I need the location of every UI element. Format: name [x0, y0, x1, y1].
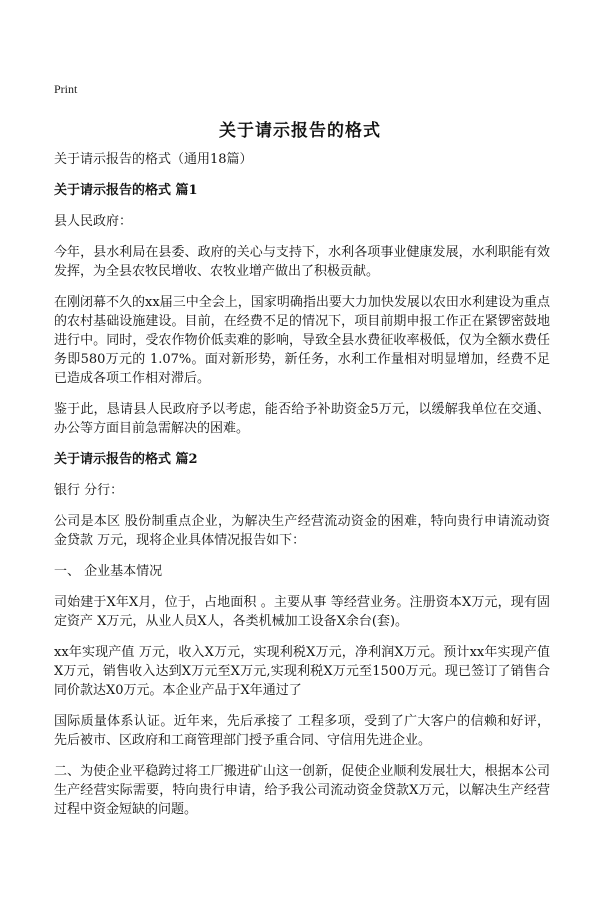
paragraph: 一、 企业基本情况: [54, 564, 163, 579]
paragraph: 公司是本区 股份制重点企业，为解决生产经营流动资金的困难，特向贵行申请流动资金贷款 万元，现将企业具体情况报告如下：: [54, 514, 550, 548]
section-heading-1: 关于请示报告的格式 篇1: [54, 183, 198, 198]
print-label: Print: [54, 82, 78, 96]
document-subtitle: 关于请示报告的格式（通用18篇）: [54, 152, 253, 167]
paragraph: 在刚闭幕不久的xx届三中全会上，国家明确指出要大力加快发展以农田水利建设为重点的农村基础设施建设。目前，在经费不足的情况下，项目前期申报工作正在紧锣密鼓地进行中。同时，受农作物价低卖难的影响，导致全县水费征收率极低，仅为全额水费任务即580万元的 1.07%。面对新形势，新任务，水利工作量相对明显增加，经费不足已造成各项工作相对滞后。: [54, 295, 550, 386]
document-body: [54, 150, 550, 831]
document-title: 关于请示报告的格式: [219, 121, 381, 141]
paragraph: 银行 分行：: [54, 483, 124, 498]
paragraph: 二、为使企业平稳跨过将工厂搬进矿山这一创新，促使企业顺利发展壮大，根据本公司生产经营实际需要，特向贵行申请，给予我公司流动资金贷款X万元，以解决生产经营过程中资金短缺的问题。: [54, 764, 550, 817]
paragraph: 县人民政府：: [54, 214, 133, 229]
paragraph: 国际质量体系认证。近年来，先后承接了 工程多项，受到了广大客户的信赖和好评，先后被市、区政府和工商管理部门授予重合同、守信用先进企业。: [54, 714, 550, 748]
paragraph: xx年实现产值 万元，收入X万元，实现利税X万元，净利润X万元。预计xx年实现产值X万元，销售收入达到X万元至X万元,实现利税X万元至1500万元。现已签订了销售合同价款达X0万元。本企业产品于X年通过了: [54, 645, 550, 698]
paragraph: 司始建于X年X月，位于，占地面积 。主要从事 等经营业务。注册资本X万元，现有固定资产 X万元，从业人员X人，各类机械加工设备X余台(套)。: [54, 595, 550, 629]
paragraph: 鉴于此，恳请县人民政府予以考虑，能否给予补助资金5万元，以缓解我单位在交通、办公等方面目前急需解决的困难。: [54, 402, 550, 436]
section-heading-2: 关于请示报告的格式 篇2: [54, 452, 198, 467]
paragraph: 今年，县水利局在县委、政府的关心与支持下，水利各项事业健康发展，水利职能有效发挥，为全县农牧民增收、农牧业增产做出了积极贡献。: [54, 245, 550, 279]
